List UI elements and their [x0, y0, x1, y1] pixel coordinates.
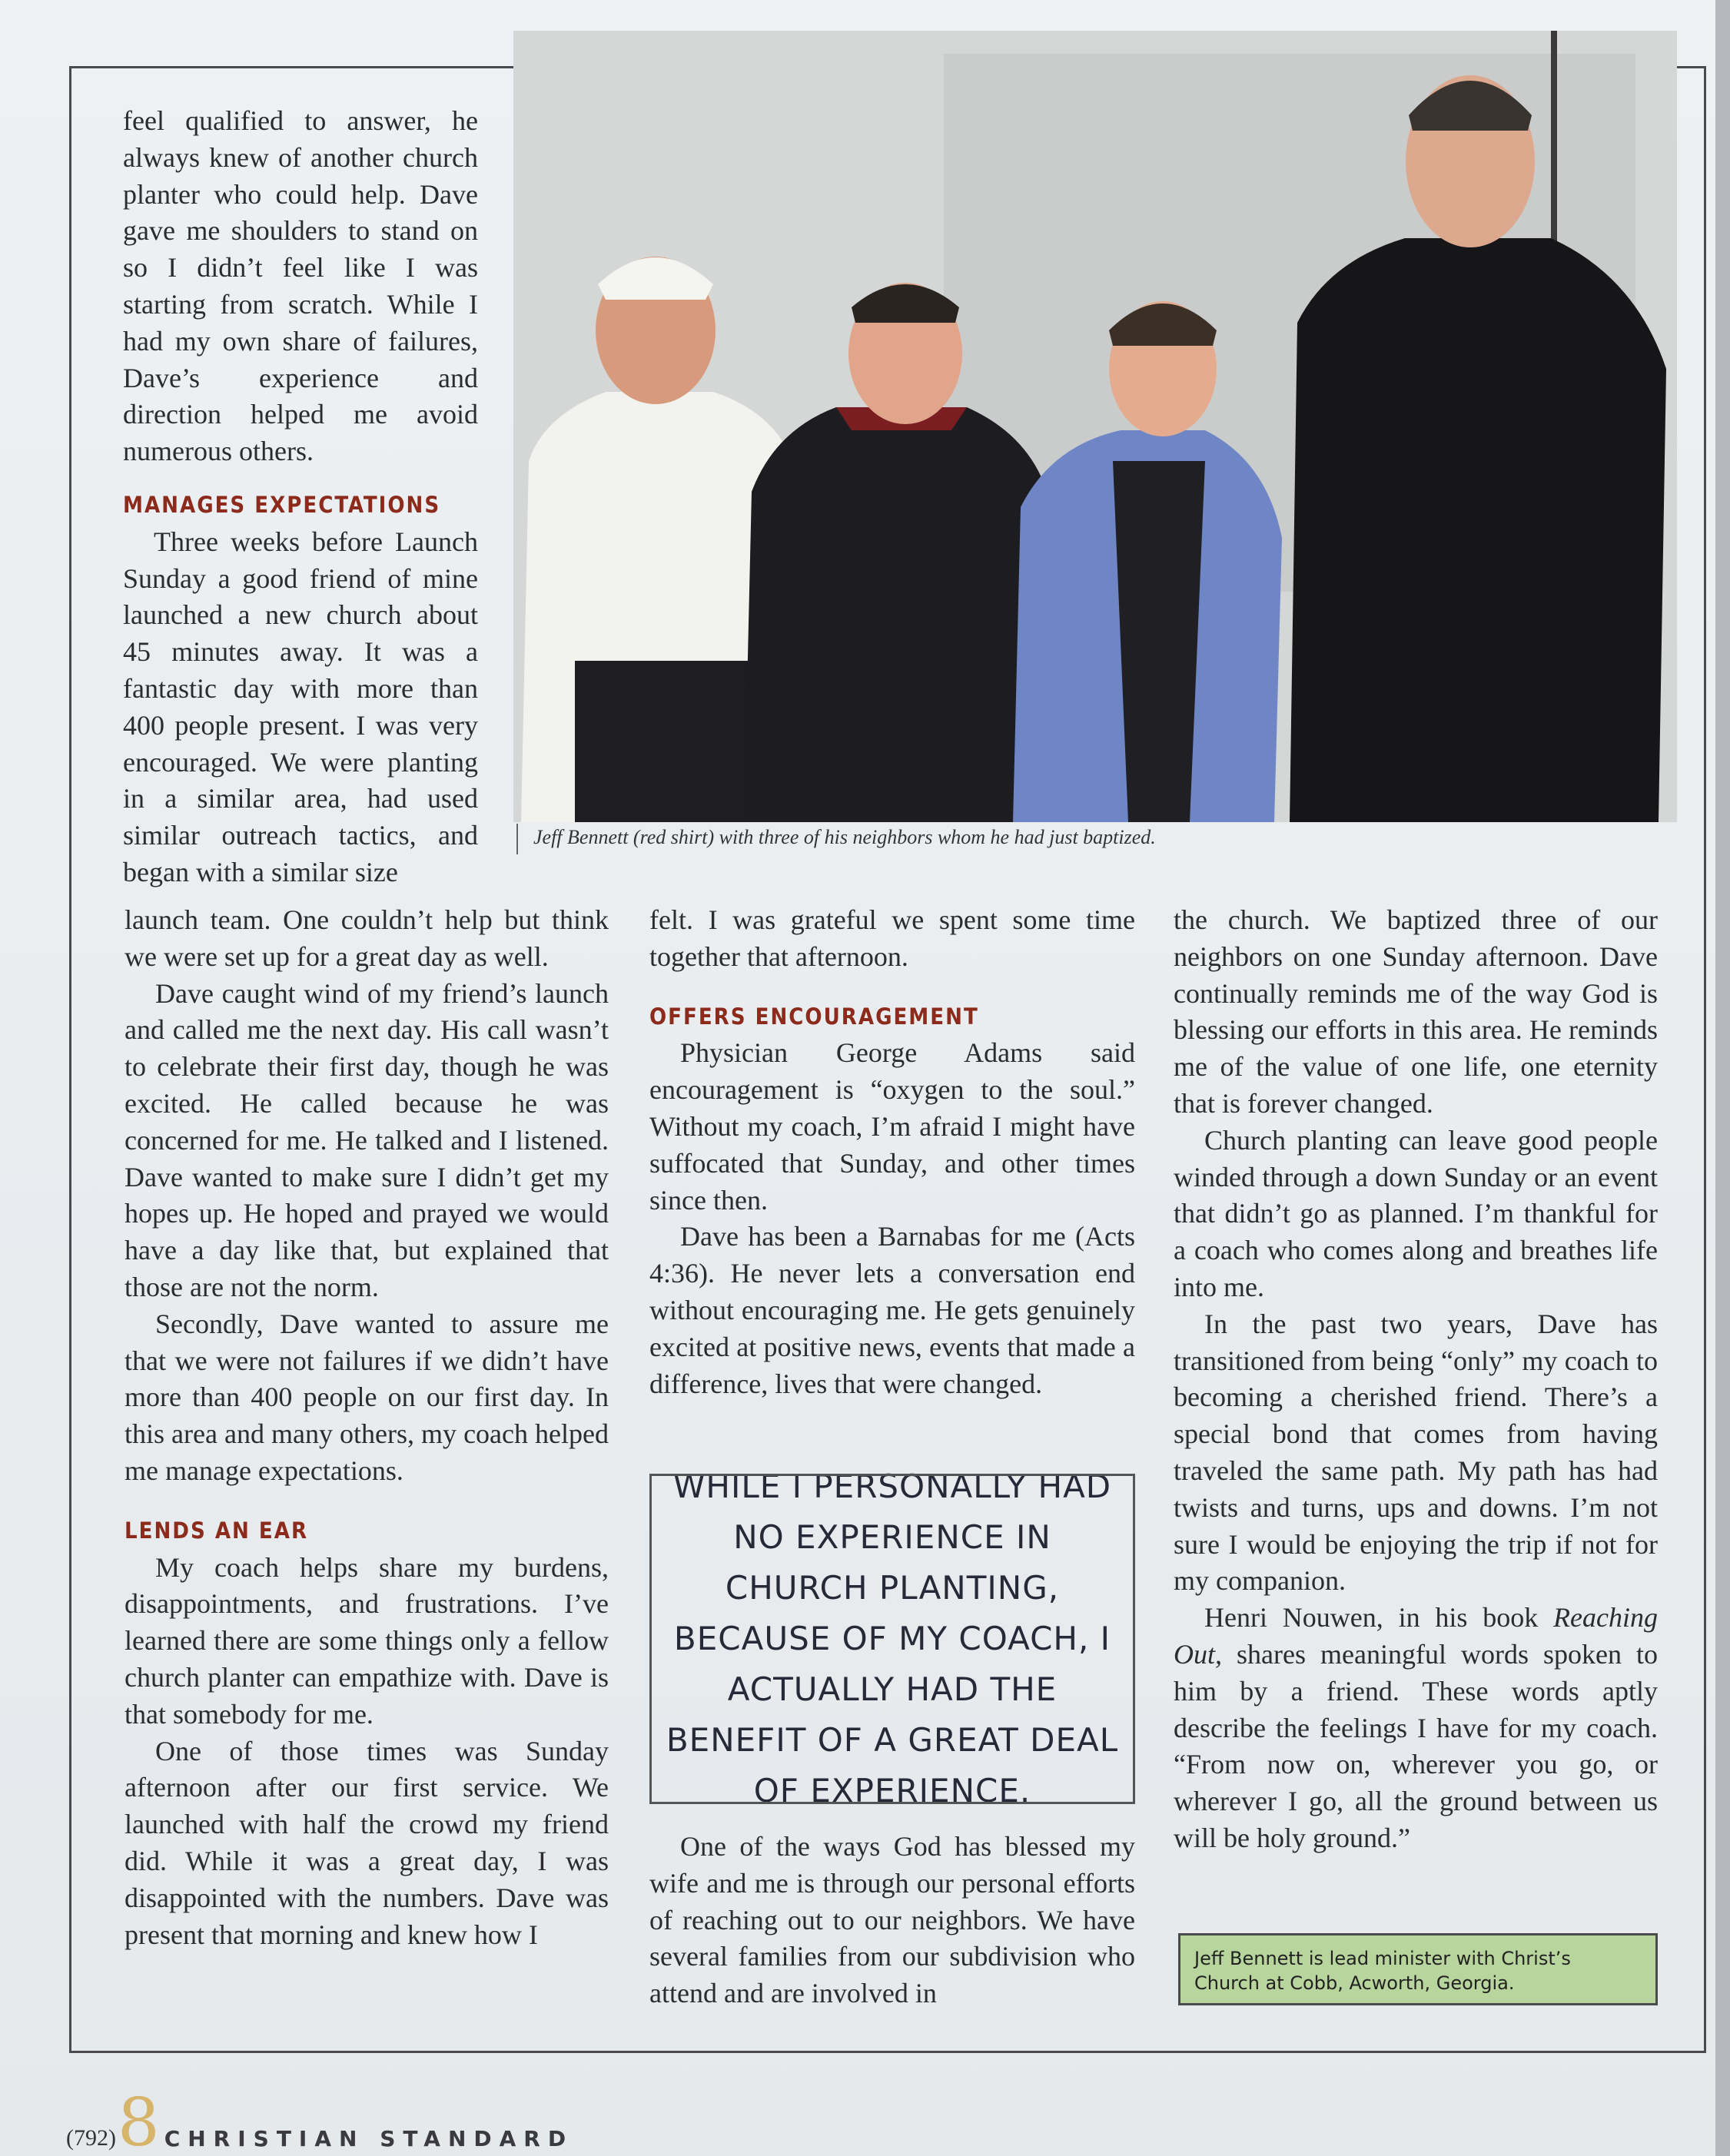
paragraph: Secondly, Dave wanted to assure me that we were not failures if we didn’t have more than 400 people on our first day. In this area and many others, my coach helped me manage expectations.: [125, 1308, 609, 1486]
magazine-name: CHRISTIAN STANDARD: [164, 2125, 574, 2151]
text-run: Henri Nouwen, in his book: [1204, 1602, 1554, 1634]
author-bio-box: Jeff Bennett is lead minister with Christ’s Church at Cobb, Acworth, Georgia.: [1178, 1933, 1658, 2005]
group-photo: [513, 31, 1677, 822]
paragraph: Physician George Adams said encouragement is “oxygen to the soul.” Without my coach, I’m afraid I might have suffocated that Sunday, and other times since then.: [649, 1037, 1135, 1216]
issue-mark: 8: [117, 2085, 160, 2156]
pull-quote: [649, 1468, 1135, 1809]
paragraph: Dave caught wind of my friend’s launch and called me the next day. His call wasn’t to celebrate their first day, though he was excited. He called because he was concerned for me. He talked and I listened. Dave wanted to make sure I didn’t get my hopes up. He hoped and prayed we would have a day like that, but explained that those are not the norm.: [125, 977, 609, 1302]
left-column-bottom: [125, 902, 609, 1953]
page-footer: [66, 2085, 574, 2156]
left-column-top: [123, 103, 478, 891]
section-heading-lends-an-ear: LENDS AN EAR: [125, 1517, 309, 1544]
paragraph: the church. We baptized three of our neighbors on one Sunday afternoon. Dave continually reminds me of the way God is blessing our efforts in this area. He reminds me of the value of one life, one eternity that is forever changed.: [1174, 904, 1658, 1119]
paragraph: launch team. One couldn’t help but think we were set up for a great day as well.: [125, 904, 609, 972]
paragraph: Dave has been a Barnabas for me (Acts 4:36). He never lets a conversation end without encouraging me. He gets genuinely excited at positive news, events that made a difference, lives that were changed.: [649, 1221, 1135, 1399]
paragraph: One of those times was Sunday afternoon after our first service. We launched with half the crowd my friend did. While it was a great day, I was disappointed with the numbers. Dave was present that morning and knew how I: [125, 1735, 609, 1950]
paragraph: Church planting can leave good people winded through a down Sunday or an event that didn’t go as planned. I’m thankful for a coach who comes along and breathes life into me.: [1174, 1124, 1658, 1302]
paragraph: In the past two years, Dave has transitioned from being “only” my coach to becoming a cherished friend. There’s a special bond that comes from having traveled the same path. My path has had twists and turns, ups and downs. I’m not sure I would be enjoying the trip if not for my companion.: [1174, 1308, 1658, 1597]
paragraph: [1174, 1600, 1658, 1857]
paragraph: Three weeks before Launch Sunday a good friend of mine launched a new church about 45 minutes away. It was a fantastic day with more than 400 people present. I was very encouraged. We were planting in a similar area, had used similar outreach tactics, and began with a similar size: [123, 526, 478, 887]
section-heading-manages-expectations: MANAGES EXPECTATIONS: [123, 491, 441, 518]
pull-quote-text: WHILE I PERSONALLY HAD NO EXPERIENCE IN CHURCH PLANTING, BECAUSE OF MY COACH, I ACTUALLY HAD THE BENEFIT OF A GREAT DEAL OF EXPERIENCE.: [666, 1468, 1119, 1809]
section-heading-offers-encouragement: OFFERS ENCOURAGEMENT: [649, 1003, 979, 1030]
middle-column-bottom: [649, 1829, 1135, 2012]
photo-caption: Jeff Bennett (red shirt) with three of his neighbors whom he had just baptized.: [516, 824, 1669, 854]
paragraph: feel qualified to answer, he always knew of another church planter who could help. Dave gave me shoulders to stand on so I didn’t feel like I was starting from scratch. While I had my own share of failures, Dave’s experience and direction helped me avoid numerous others.: [123, 105, 478, 467]
page-edge: [1715, 0, 1730, 2156]
middle-column-top: [649, 902, 1135, 1402]
right-column: [1174, 902, 1658, 1857]
paragraph: One of the ways God has blessed my wife and me is through our personal efforts of reaching out to our neighbors. We have several families from our subdivision who attend and are involved in: [649, 1831, 1135, 2009]
paragraph: felt. I was grateful we spent some time together that afternoon.: [649, 904, 1135, 972]
photo-illustration: [513, 31, 1677, 822]
page-number: (792): [66, 2125, 116, 2151]
book-title: Reaching Out,: [1174, 1602, 1658, 1670]
paragraph: My coach helps share my burdens, disappointments, and frustrations. I’ve learned there are some things only a fellow church planter can empathize with. Dave is that somebody for me.: [125, 1551, 609, 1730]
text-run: shares meaningful words spoken to him by a friend. These words aptly describe the feelings I have for my coach. “From now on, wherever you go, or wherever I go, all the ground between us will be holy ground.”: [1174, 1638, 1658, 1853]
